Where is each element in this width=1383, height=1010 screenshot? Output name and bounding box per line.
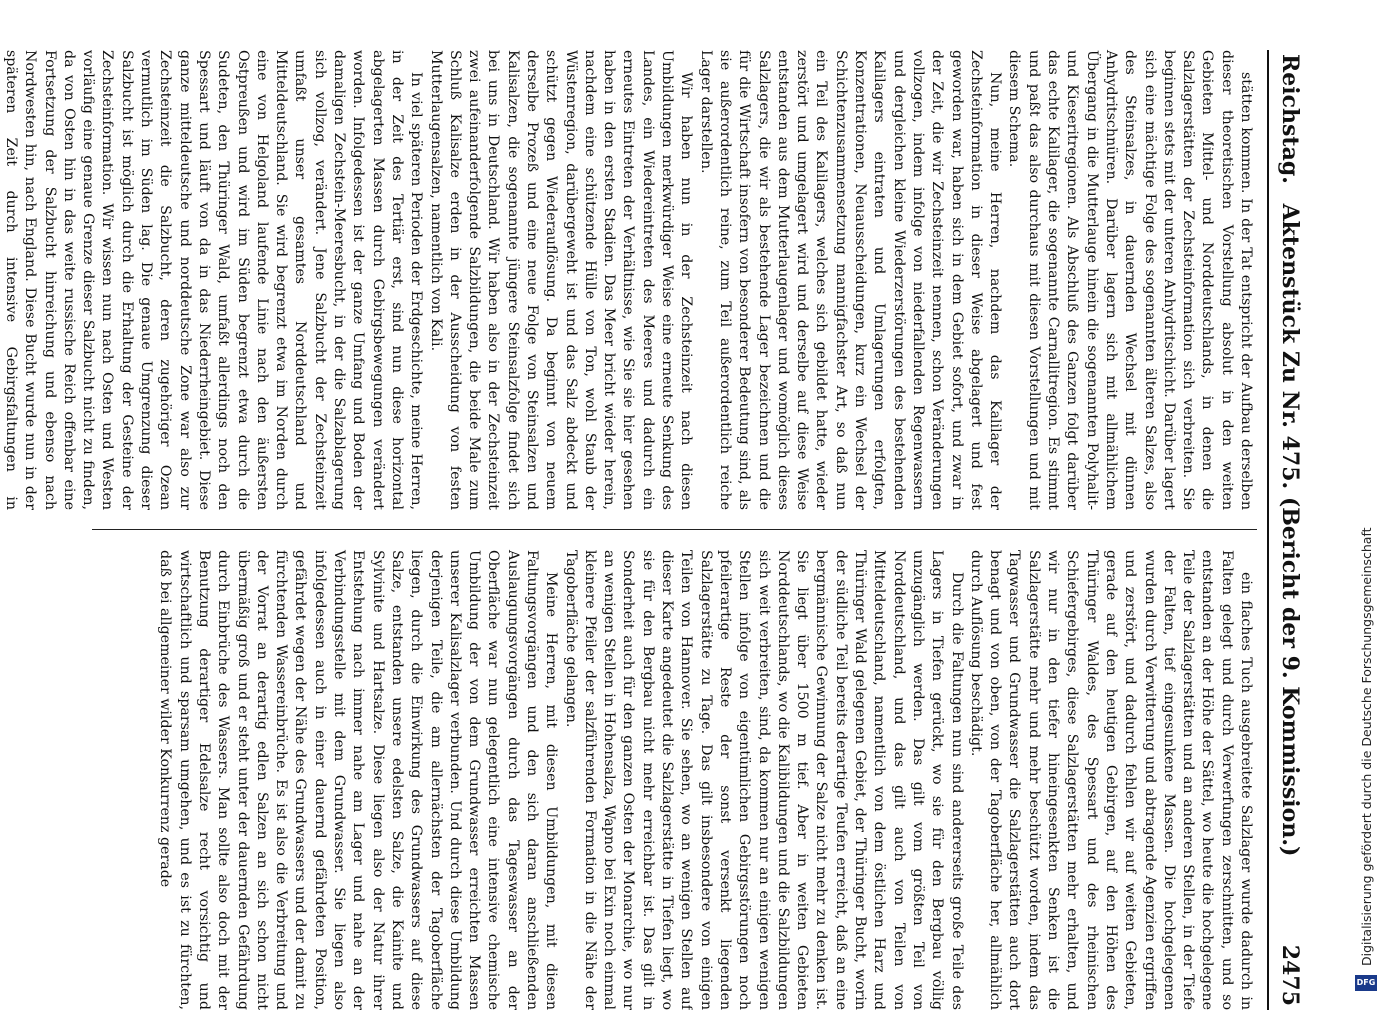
header-reichstag: Reichstag. xyxy=(1277,54,1303,184)
credit-text: Digitalisierung gefördert durch die Deutsche Forschungsgemeinschaft xyxy=(1358,527,1374,966)
page-number: 2475 xyxy=(1277,944,1303,1006)
paragraph: Wir haben nun in der Zechsteinzeit nach diesen Umbildungen merkwürdiger Weise eine erneute Senkung des Landes, ein Wiedereintreten des Meeres und dadurch ein erneutes Eintreten der Verhältnisse, wie Sie sie hier gesehen haben in den ersten Stadien. Das Meer bricht wieder herein, nachdem eine schützende Hülle von Ton, wohl Staub der Wüstenregion, darübergeweht ist und das Salz abdeckt und schützt gegen Wiederauflösung. Da beginnt von neuem derselbe Prozeß und eine neue Folge von Steinsalzen und Kalisalzen, die sogenannte jüngere Steinsalzfolge findet sich bei uns in Deutschland. Wir haben also in der Zechsteinzeit zwei aufeinanderfolgende Salzbildungen, die beide Male zum Schluß Kalisalze erden in der Ausscheidung von festen Mutterlaugensalzen, namentlich von Kali. xyxy=(427,50,695,510)
scanned-page xyxy=(3,50,1315,1010)
text-column-left xyxy=(3,50,1255,510)
text-column-right xyxy=(95,550,1255,1010)
header-title xyxy=(1277,50,1303,1010)
header-aktenstueck: Aktenstück Zu Nr. 475. xyxy=(1277,203,1303,490)
paragraph: In viel späteren Perioden der Erdgeschichte, meine Herren, in der Zeit des Tertiär erst, sind nun diese horizontal abgelagerten Massen durch Gebirgsbewegungen verändert worden. Infolgedessen ist der ganze Umfang und Boden der damaligen Zechstein-Meeresbucht, in der die Salzablagerung sich vollzog, verändert. Jene Salzbucht der Zechsteinzeit umfaßt unser gesamtes Norddeutschland und Mitteldeutschland. Sie wird begrenzt etwa im Norden durch eine von Helgoland laufende Linie nach den äußersten Ostpreußen und wird im Süden begrenzt etwa durch die Sudeten, den Thüringer Wald, umfaßt allerdings noch den Spessart und läuft von da in das Niederrheingebiet. Diese ganze mitteldeutsche und norddeutsche Zone war also zur Zechsteinzeit die Salzbucht, deren zugehöriger Ozean vermutlich im Süden lag. Die genaue Umgrenzung dieser Salzbucht ist möglich durch die Erhaltung der Gesteine der Zechsteinformation. Wir wissen nun nach Osten und Westen vorläufig eine genaue Grenze dieser Salzbucht nicht zu finden, da von Osten hin in das weite russische Reich offenbar eine Fortsetzung der Salzbucht hinreichung und ebenso nach Nordwesten hin, nach England. Diese Bucht wurde nun in der späteren Zeit durch intensive Gebirgsfaltungen in xyxy=(3,50,425,510)
paragraph: Nun, meine Herren, nachdem das Kalilager der Zechsteinformation in dieser Weise abgelagert und fest geworden war, haben sich in dem Gebiet sofort, und zwar in der Zeit, die wir Zechsteinzeit nennen, schon Veränderungen vollzogen, indem infolge von niederfallenden Regenwassern und dergleichen kleine Wiederzerstörungen des bestehenden Kalilagers eintraten und Umlagerungen erfolgten, Konzentrationen, Neuausscheidungen, kurz ein Wechsel der Schichtenzusammensetzung mannigfachster Art, so daß nun ein Teil des Kalilagers, welches sich gebildet hatte, wieder zerstört und umgelagert wird und derselbe auf diese Weise entstanden aus dem Mutterlaugenlager und womöglich dieses Salzlagers, die wir als bestehende Lager bezeichnen und die für die Wirtschaft insofern von besonderer Bedeutung sind, als sie außerordentlich reine, zum Teil außerordentlich reiche Lager darstellen. xyxy=(697,50,1004,510)
paragraph: Durch die Faltungen nun sind andererseits große Teile des Lagers in Tiefen gerückt, wo sie für den Bergbau völlig unzugänglich werden. Das gilt vom größten Teil von Norddeutschland, und das gilt auch von Teilen von Mitteldeutschland, namentlich von dem östlichen Harz und Thüringer Wald gelegenen Gebiet, der Thüringer Bucht, worin der südliche Teil bereits derartige Teufen erreicht, daß an eine bergmännische Gewinnung der Salze nicht mehr zu denken ist. Sie liegt über 1500 m tief. Aber in weiten Gebieten Norddeutschlands, wo die Kalibildungen und die Salzbildungen sich weit verbreiten, sind, da kommen nur an einigen wenigen Stellen infolge von eigentümlichen Gebirgsstörungen noch pfeilerartige Reste der sonst versenkt liegenden Salzlagerstätte zu Tage. Das gilt insbesondere von einigen Teilen von Hannover. Sie sehen, wo an wenigen Stellen auf dieser Karte angedeutet die Salzlagerstätte in Tiefen liegt, wo sie für den Bergbau nicht mehr erreichbar ist. Das gilt in Sonderheit auch für den ganzen Osten der Monarchie, wo nur an wenigen Stellen in Hohensalza, Wapno bei Exin noch einmal kleinere Pfeiler der salzführenden Formation in die Nähe der Tagoberfläche gelangen. xyxy=(562,550,965,1010)
paragraph: ein flaches Tuch ausgebreitete Salzlager wurde dadurch in Falten gelegt und durch Verwerfungen zerschnitten, und so entstanden an der Höhe der Sättel, wo heute die hochgelegene Teile der Salzlagerstätten und an anderen Stellen, in der Tiefe der Falten, tief eingesunkene Massen. Die hochgelegenen wurden durch Verwitterung und abtragende Agenzien ergriffen und zerstört, und dadurch fehlen wir auf weiten Gebieten, gerade auf den heutigen Gebirgen, auf den Höhen des Thüringer Waldes, des Spessart und des rheinischen Schiefergebirges, diese Salzlagerstätten mehr erhalten, und wir nur in den tiefer hineingesenkten Senken ist die Salzlagerstätte mehr und mehr beschützt worden, indem das Tagwasser und Grundwasser die Salzlagerstätten auch dort benagt und von oben, von der Tagoberfläche her, allmählich durch Auflösung beschädigt. xyxy=(967,550,1254,1010)
dfg-logo-icon: DFG xyxy=(1355,975,1377,991)
column-divider xyxy=(92,529,1257,530)
digitization-credit xyxy=(1355,0,1377,1000)
paragraph: Meine Herren, mit diesen Umbildungen, mit diesen Faltungsvorgängen und den sich daran anschließenden Auslaugungsvorgängen durch das Tageswasser an der Oberfläche war nun gelegentlich eine intensive chemische Umbildung der von dem Grundwasser erreichten Massen unserer Kalisalzlager verbunden. Und durch diese Umbildung derjenigen Teile, die am allernächsten der Tagoberfläche liegen, durch die Einwirkung des Grundwassers auf diese Salze, entstanden unsere edelsten Salze, die Kainite und Sylvinite und Hartsalze. Diese liegen also der Natur ihrer Entstehung nach immer nahe am Lager und nahe an der Verbindungsstelle mit dem Grundwasser. Sie liegen also infolgedessen auch in einer dauernd gefährdeten Position, gefährdet wegen der Nähe des Grundwassers und der damit zu fürchtenden Wassereinbrüche. Es ist also die Verbreitung und der Vorrat an derartig edlen Salzen an sich schon nicht übermäßig groß und er steht unter der dauernden Gefährdung durch Einbrüche des Wassers. Man sollte also doch mit der Benutzung derartiger Edelsalze recht vorsichtig und wirtschaftlich und sparsam umgehen, und es ist zu fürchten, daß bei allgemeiner wilder Konkurrenz gerade xyxy=(157,550,560,1010)
paragraph: stätten kommen. In der Tat entspricht der Aufbau derselben dieser theoretischen Vorstellung absolut in den weiten Gebieten Mittel- und Norddeutschlands, in denen die Salzlagerstätten der Zechsteinformation sich verbreiten. Sie beginnen stets mit der unteren Anhydritschicht. Darüber lagert sich eine mächtige Folge des sogenannten älteren Salzes, also des Steinsalzes, in dauernden Wechsel mit dünnen Anhydritschnüren. Darüber lagern sich mit allmählichem Übergang in die Mutterlauge hinein die sogenannten Polyhalit- und Kieseritregionen. Als Abschluß des Ganzen folgt darüber das echte Kalilager, die sogenannte Carnallitregion. Es stimmt und paßt das also durchaus mit diesen Vorstellungen und mit diesem Schema. xyxy=(1006,50,1254,510)
page-header xyxy=(1267,50,1309,1010)
header-subtitle: (Bericht der 9. Kommission.) xyxy=(1277,496,1303,857)
